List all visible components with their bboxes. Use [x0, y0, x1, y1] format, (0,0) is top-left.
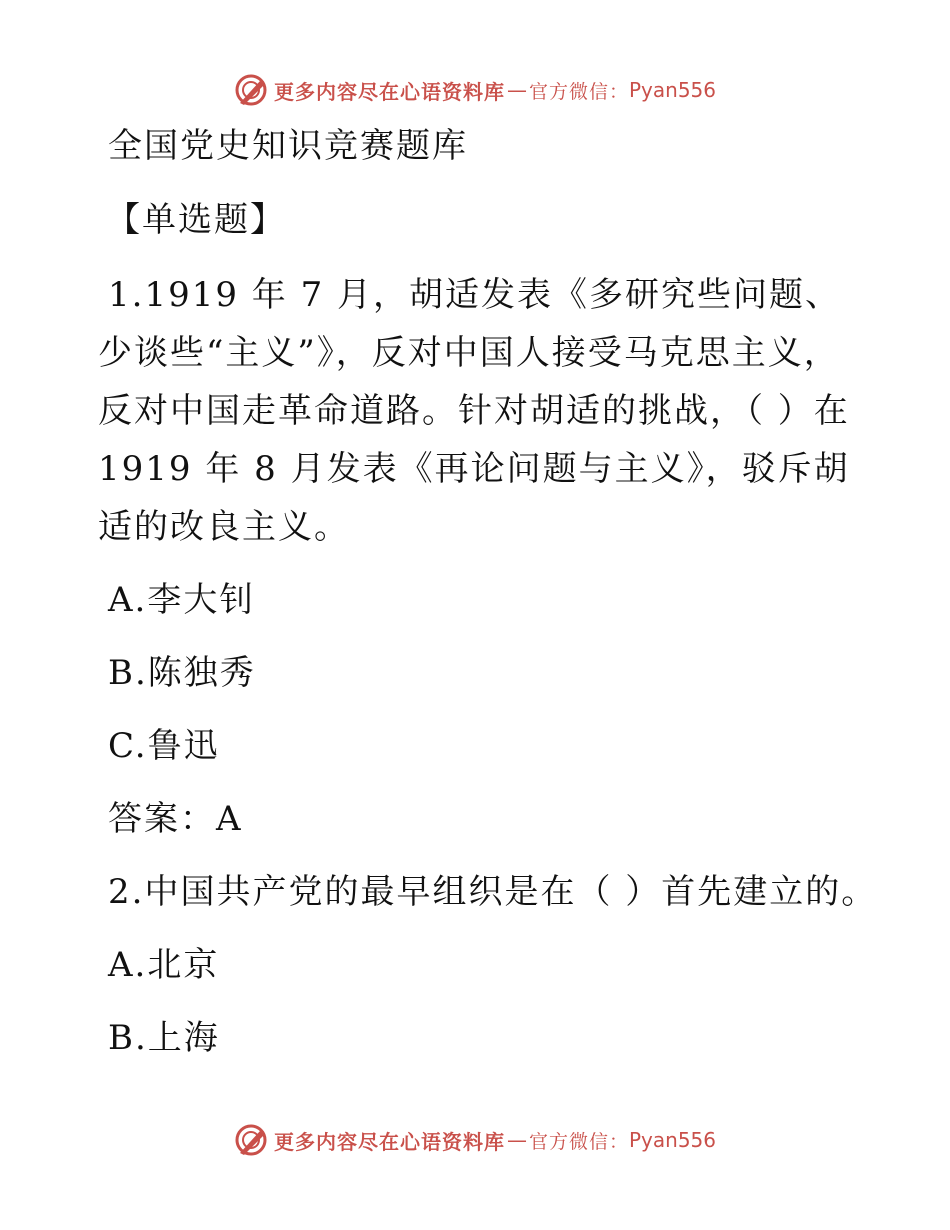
page-title: 全国党史知识竞赛题库 [108, 126, 468, 166]
header-watermark-banner [0, 70, 950, 110]
section-heading: 【单选题】 [106, 200, 286, 240]
footer-watermark-banner [0, 1120, 950, 1160]
document-body [98, 118, 878, 1083]
banner-wechat-label: 官方微信： [528, 1130, 629, 1153]
question-1-option-c: C.鲁迅 [108, 726, 220, 766]
banner-wechat-id: Pyan556 [629, 78, 717, 102]
banner-site-text: 更多内容尽在心语资料库 [273, 1129, 505, 1154]
banner-wechat-label: 官方微信： [528, 80, 629, 103]
pen-logo-icon [234, 73, 268, 107]
question-1-answer: 答案：A [108, 799, 243, 839]
question-1-option-a: A.李大钊 [108, 580, 256, 620]
banner-wechat-id: Pyan556 [629, 1128, 717, 1152]
pen-logo-icon [234, 1123, 268, 1157]
banner-dash: — [506, 1128, 527, 1152]
question-2-option-a: A.北京 [108, 945, 220, 985]
question-1-text: 1.1919 年 7 月，胡适发表《多研究些问题、少谈些“主义”》，反对中国人接受马克思主义，反对中国走革命道路。针对胡适的挑战，（ ）在 1919 年 8 月发表《再论问题与主义》，驳斥胡适的改良主义。 [98, 275, 850, 547]
question-1-option-b: B.陈独秀 [108, 653, 256, 693]
question-2-option-b: B.上海 [108, 1018, 220, 1058]
banner-dash: — [506, 78, 527, 102]
banner-site-text: 更多内容尽在心语资料库 [273, 79, 505, 104]
question-2-text: 2.中国共产党的最早组织是在（ ）首先建立的。 [108, 872, 878, 912]
